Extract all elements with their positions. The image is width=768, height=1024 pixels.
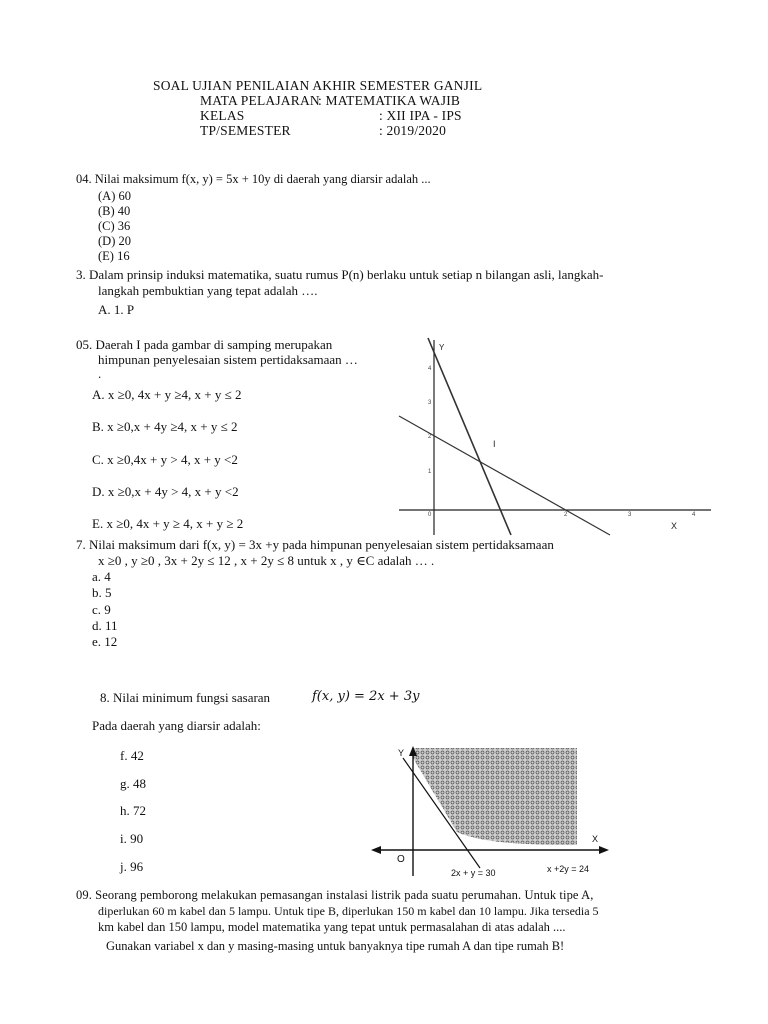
x-axis-arrow-left-icon xyxy=(371,846,381,854)
option: b. 5 xyxy=(92,585,112,600)
class-value: : XII IPA - IPS xyxy=(379,108,462,123)
option: (A) 60 xyxy=(98,189,131,203)
origin-label: 0 xyxy=(428,512,432,518)
option: e. 12 xyxy=(92,634,118,649)
option: d. 11 xyxy=(92,618,118,633)
x-tick: 4 xyxy=(692,512,696,518)
question-09-line2: diperlukan 60 m kabel dan 5 lampu. Untuk tipe B, diperlukan 150 m kabel dan 10 lampu. Jika tersedia 5 xyxy=(98,904,599,918)
subject-label: MATA PELAJARAN xyxy=(200,93,320,108)
question-05-graph xyxy=(395,330,715,540)
question-09-line1: 09. Seorang pemborong melakukan pemasangan instalasi listrik pada suatu perumahan. Untuk tipe A, xyxy=(76,888,594,902)
option: g. 48 xyxy=(120,776,146,791)
option: (E) 16 xyxy=(98,249,130,263)
x-tick: 3 xyxy=(628,512,632,518)
option: a. 4 xyxy=(92,569,111,584)
y-axis-label: Y xyxy=(439,343,445,352)
line2-label: x +2y = 24 xyxy=(547,864,590,874)
option: (B) 40 xyxy=(98,204,131,218)
option: f. 42 xyxy=(120,748,144,763)
origin-label: O xyxy=(397,854,405,865)
option: h. 72 xyxy=(120,803,146,818)
option: (D) 20 xyxy=(98,234,131,248)
option: i. 90 xyxy=(120,831,144,846)
y-tick: 2 xyxy=(428,434,432,440)
y-tick: 1 xyxy=(428,469,432,475)
x-axis-label: X xyxy=(592,834,599,844)
x-axis-arrow-right-icon xyxy=(599,846,609,854)
y-tick: 3 xyxy=(428,400,432,406)
x-tick: 2 xyxy=(564,512,568,518)
y-tick: 4 xyxy=(428,366,432,372)
semester-value: : 2019/2020 xyxy=(379,123,447,138)
question-04-text: 04. Nilai maksimum f(x, y) = 5x + 10y di daerah yang diarsir adalah ... xyxy=(76,172,431,186)
class-label: KELAS xyxy=(200,108,245,123)
line-4x-plus-y xyxy=(428,338,511,535)
question-09-line3: km kabel dan 150 lampu, model matematika yang tepat untuk permasalahan di atas adalah .... xyxy=(98,920,566,934)
subject-value: : MATEMATIKA WAJIB xyxy=(318,93,461,108)
question-3-line1: 3. Dalam prinsip induksi matematika, suatu rumus P(n) berlaku untuk setiap n bilangan asli, langkah- xyxy=(76,267,604,282)
option: E. x ≥0, 4x + y ≥ 4, x + y ≥ 2 xyxy=(92,516,244,531)
x-axis-label: X xyxy=(671,521,678,531)
line1-label: 2x + y = 30 xyxy=(451,868,496,878)
question-8-formula: f(x, y) = 2x + 3y xyxy=(312,689,420,704)
question-8-prefix: 8. Nilai minimum fungsi sasaran xyxy=(100,690,271,705)
question-8-line2: Pada daerah yang diarsir adalah: xyxy=(92,718,261,733)
question-8-graph xyxy=(365,740,615,885)
option: D. x ≥0,x + 4y > 4, x + y <2 xyxy=(92,484,239,499)
question-3-answer: A. 1. P xyxy=(98,302,135,317)
question-05-line3: . xyxy=(98,366,102,381)
option: C. x ≥0,4x + y > 4, x + y <2 xyxy=(92,452,238,467)
question-7-line1: 7. Nilai maksimum dari f(x, y) = 3x +y pada himpunan penyelesaian sistem pertidaksamaan xyxy=(76,537,554,552)
option: c. 9 xyxy=(92,602,111,617)
question-3-line2: langkah pembuktian yang tepat adalah …. xyxy=(98,283,318,298)
option: B. x ≥0,x + 4y ≥4, x + y ≤ 2 xyxy=(92,419,238,434)
option: j. 96 xyxy=(120,859,144,874)
question-05-line2: himpunan penyelesaian sistem pertidaksamaan … xyxy=(98,352,358,367)
y-axis-label: Y xyxy=(398,748,405,758)
option: (C) 36 xyxy=(98,219,131,233)
option: A. x ≥0, 4x + y ≥4, x + y ≤ 2 xyxy=(92,387,242,402)
question-05-line1: 05. Daerah I pada gambar di samping merupakan xyxy=(76,337,333,352)
semester-label: TP/SEMESTER xyxy=(200,123,291,138)
header-title: SOAL UJIAN PENILAIAN AKHIR SEMESTER GANJIL xyxy=(153,78,483,93)
region-label: I xyxy=(493,439,496,449)
shaded-region xyxy=(413,748,577,845)
question-09-line4: Gunakan variabel x dan y masing-masing untuk banyaknya tipe rumah A dan tipe rumah B! xyxy=(106,939,565,953)
question-7-line2: x ≥0 , y ≥0 , 3x + 2y ≤ 12 , x + 2y ≤ 8 untuk x , y ∈C adalah … . xyxy=(98,553,435,568)
